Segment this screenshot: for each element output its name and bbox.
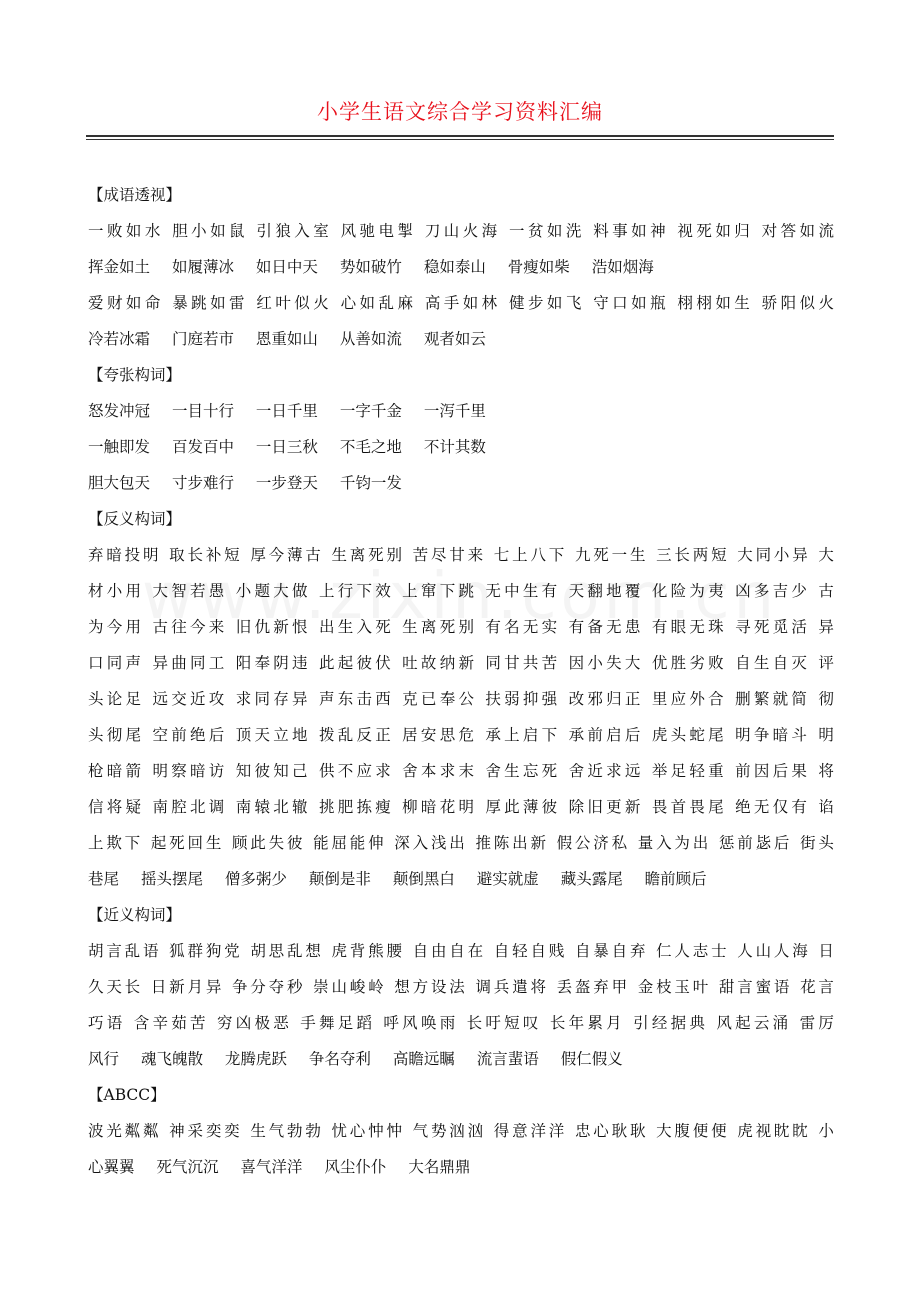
idiom-line bbox=[88, 969, 834, 1005]
idiom: 材小用 bbox=[88, 582, 145, 600]
idiom: 大名鼎鼎 bbox=[408, 1158, 471, 1176]
idiom: 明争暗斗 bbox=[735, 726, 811, 744]
idiom: 口同声 bbox=[88, 654, 145, 672]
idiom: 枪暗箭 bbox=[88, 762, 145, 780]
idiom: 久天长 bbox=[88, 978, 144, 996]
idiom: 声东击西 bbox=[318, 690, 394, 708]
idiom-line bbox=[88, 825, 834, 861]
idiom-line bbox=[88, 933, 834, 969]
idiom-line bbox=[88, 465, 834, 501]
idiom: 不计其数 bbox=[423, 438, 486, 456]
idiom: 狐群狗党 bbox=[169, 942, 243, 960]
idiom: 自生自灭 bbox=[735, 654, 811, 672]
idiom: 风尘仆仆 bbox=[324, 1158, 387, 1176]
idiom: 厚此薄彼 bbox=[485, 798, 561, 816]
idiom: 街头 bbox=[800, 834, 834, 852]
idiom: 求同存异 bbox=[235, 690, 311, 708]
section-heading: 【ABCC】 bbox=[88, 1086, 166, 1104]
idiom: 小 bbox=[818, 1122, 834, 1140]
idiom: 一败如水 bbox=[88, 222, 164, 240]
idiom: 忧心忡忡 bbox=[331, 1122, 405, 1140]
document-title: 小学生语文综合学习资料汇编 bbox=[317, 100, 603, 124]
idiom: 大腹便便 bbox=[656, 1122, 730, 1140]
idiom: 想方设法 bbox=[394, 978, 468, 996]
idiom: 心翼翼 bbox=[88, 1158, 135, 1176]
idiom: 有备无患 bbox=[568, 618, 644, 636]
document-body bbox=[88, 177, 834, 1185]
idiom: 不毛之地 bbox=[339, 438, 402, 456]
idiom: 长年累月 bbox=[549, 1014, 625, 1032]
idiom: 吐故纳新 bbox=[402, 654, 478, 672]
idiom: 魂飞魄散 bbox=[140, 1050, 203, 1068]
section-heading: 【反义构词】 bbox=[88, 510, 182, 528]
idiom: 同甘共苦 bbox=[485, 654, 561, 672]
idiom: 对答如流 bbox=[761, 222, 834, 240]
idiom: 避实就虚 bbox=[476, 870, 539, 888]
idiom: 视死如归 bbox=[677, 222, 754, 240]
idiom: 金枝玉叶 bbox=[637, 978, 712, 996]
idiom-line bbox=[88, 285, 834, 321]
idiom-line bbox=[88, 213, 834, 249]
idiom: 巧语 bbox=[88, 1014, 126, 1032]
idiom: 波光粼粼 bbox=[88, 1122, 162, 1140]
idiom: 假仁假义 bbox=[560, 1050, 623, 1068]
idiom-line bbox=[88, 1041, 834, 1077]
idiom: 头论足 bbox=[88, 690, 145, 708]
section-heading: 【夸张构词】 bbox=[88, 366, 182, 384]
idiom: 有名无实 bbox=[485, 618, 561, 636]
idiom: 供不应求 bbox=[318, 762, 394, 780]
idiom: 九死一生 bbox=[574, 546, 649, 564]
idiom: 崇山峻岭 bbox=[313, 978, 387, 996]
idiom: 此起彼伏 bbox=[318, 654, 394, 672]
idiom: 量入为出 bbox=[637, 834, 712, 852]
idiom: 一日三秋 bbox=[255, 438, 318, 456]
idiom: 得意洋洋 bbox=[493, 1122, 568, 1140]
idiom: 爱财如命 bbox=[88, 294, 164, 312]
idiom: 心如乱麻 bbox=[340, 294, 417, 312]
idiom: 柳暗花明 bbox=[402, 798, 478, 816]
idiom: 将 bbox=[818, 762, 834, 780]
idiom: 苦尽甘来 bbox=[412, 546, 486, 564]
idiom: 死气沉沉 bbox=[156, 1158, 219, 1176]
idiom: 信将疑 bbox=[88, 798, 145, 816]
idiom: 舍近求远 bbox=[568, 762, 644, 780]
idiom: 自轻自贱 bbox=[493, 942, 568, 960]
idiom: 一贫如洗 bbox=[509, 222, 585, 240]
idiom: 百发百中 bbox=[171, 438, 234, 456]
idiom: 谄 bbox=[818, 798, 834, 816]
idiom: 颠倒黑白 bbox=[392, 870, 455, 888]
idiom: 引经据典 bbox=[633, 1014, 709, 1032]
idiom: 改邪归正 bbox=[568, 690, 644, 708]
idiom: 有眼无珠 bbox=[651, 618, 727, 636]
idiom: 头彻尾 bbox=[88, 726, 145, 744]
idiom: 稳如泰山 bbox=[423, 258, 486, 276]
idiom: 阳奉阴违 bbox=[235, 654, 311, 672]
idiom: 起死回生 bbox=[150, 834, 225, 852]
idiom: 胆大包天 bbox=[88, 474, 151, 492]
idiom: 举足轻重 bbox=[651, 762, 727, 780]
idiom: 取长补短 bbox=[169, 546, 243, 564]
idiom: 评 bbox=[818, 654, 834, 672]
idiom: 虎背熊腰 bbox=[331, 942, 405, 960]
idiom: 高手如林 bbox=[424, 294, 501, 312]
section-heading: 【近义构词】 bbox=[88, 906, 182, 924]
idiom: 天翻地覆 bbox=[568, 582, 644, 600]
idiom: 七上八下 bbox=[493, 546, 568, 564]
idiom: 甜言蜜语 bbox=[718, 978, 793, 996]
idiom: 颠倒是非 bbox=[308, 870, 371, 888]
idiom-line bbox=[88, 1113, 834, 1149]
idiom: 骨瘦如柴 bbox=[507, 258, 570, 276]
idiom: 因小失大 bbox=[568, 654, 644, 672]
idiom-line bbox=[88, 753, 834, 789]
idiom: 古 bbox=[818, 582, 834, 600]
idiom: 长吁短叹 bbox=[466, 1014, 542, 1032]
idiom: 承前启后 bbox=[568, 726, 644, 744]
idiom-line bbox=[88, 321, 834, 357]
idiom: 一目十行 bbox=[171, 402, 234, 420]
idiom-line bbox=[88, 789, 834, 825]
idiom: 争名夺利 bbox=[308, 1050, 371, 1068]
idiom: 骄阳似火 bbox=[761, 294, 834, 312]
idiom: 日 bbox=[818, 942, 834, 960]
idiom-line bbox=[88, 681, 834, 717]
idiom: 摇头摆尾 bbox=[140, 870, 203, 888]
idiom: 一泻千里 bbox=[423, 402, 486, 420]
idiom: 假公济私 bbox=[556, 834, 630, 852]
idiom: 呼风唤雨 bbox=[383, 1014, 459, 1032]
idiom: 如履薄冰 bbox=[171, 258, 234, 276]
idiom: 自暴自弃 bbox=[574, 942, 649, 960]
idiom: 冷若冰霜 bbox=[88, 330, 151, 348]
idiom: 彻 bbox=[818, 690, 834, 708]
idiom: 畏首畏尾 bbox=[651, 798, 727, 816]
idiom: 南辕北辙 bbox=[235, 798, 311, 816]
idiom: 刀山火海 bbox=[424, 222, 501, 240]
idiom: 雷厉 bbox=[799, 1014, 834, 1032]
idiom: 藏头露尾 bbox=[560, 870, 623, 888]
idiom: 挥金如土 bbox=[88, 258, 151, 276]
idiom: 为今用 bbox=[88, 618, 145, 636]
idiom: 空前绝后 bbox=[152, 726, 228, 744]
idiom-line bbox=[88, 645, 834, 681]
idiom: 顾此失彼 bbox=[231, 834, 306, 852]
idiom: 自由自在 bbox=[412, 942, 486, 960]
idiom: 舍本求末 bbox=[402, 762, 478, 780]
idiom: 生离死别 bbox=[331, 546, 405, 564]
idiom: 明察暗访 bbox=[152, 762, 228, 780]
idiom: 从善如流 bbox=[339, 330, 402, 348]
idiom: 古往今来 bbox=[152, 618, 228, 636]
idiom: 风起云涌 bbox=[716, 1014, 792, 1032]
idiom: 含辛茹苦 bbox=[133, 1014, 209, 1032]
idiom: 调兵遣将 bbox=[475, 978, 549, 996]
idiom-line bbox=[88, 1005, 834, 1041]
idiom: 居安思危 bbox=[402, 726, 478, 744]
section-heading: 【成语透视】 bbox=[88, 186, 182, 204]
idiom: 胡思乱想 bbox=[250, 942, 324, 960]
idiom: 惩前毖后 bbox=[718, 834, 793, 852]
idiom: 异 bbox=[818, 618, 834, 636]
idiom: 观者如云 bbox=[423, 330, 486, 348]
idiom: 承上启下 bbox=[485, 726, 561, 744]
idiom: 丢盔弃甲 bbox=[556, 978, 630, 996]
idiom: 怒发冲冠 bbox=[88, 402, 151, 420]
idiom-line bbox=[88, 861, 834, 897]
idiom: 风驰电掣 bbox=[340, 222, 417, 240]
idiom: 明 bbox=[818, 726, 834, 744]
idiom: 能屈能伸 bbox=[313, 834, 387, 852]
idiom: 风行 bbox=[88, 1050, 120, 1068]
idiom: 化险为夷 bbox=[651, 582, 727, 600]
idiom: 深入浅出 bbox=[394, 834, 468, 852]
title-rule-thin bbox=[86, 139, 834, 140]
idiom-line bbox=[88, 717, 834, 753]
idiom: 门庭若市 bbox=[171, 330, 234, 348]
idiom: 拨乱反正 bbox=[318, 726, 394, 744]
idiom: 大 bbox=[818, 546, 834, 564]
idiom: 出生入死 bbox=[318, 618, 394, 636]
idiom: 小题大做 bbox=[235, 582, 311, 600]
idiom: 健步如飞 bbox=[509, 294, 585, 312]
idiom: 引狼入室 bbox=[256, 222, 333, 240]
idiom: 高瞻远瞩 bbox=[392, 1050, 455, 1068]
idiom: 上窜下跳 bbox=[402, 582, 478, 600]
idiom-line bbox=[88, 609, 834, 645]
idiom: 巷尾 bbox=[88, 870, 120, 888]
idiom: 红叶似火 bbox=[256, 294, 333, 312]
idiom: 喜气洋洋 bbox=[240, 1158, 303, 1176]
idiom: 克已奉公 bbox=[402, 690, 478, 708]
idiom: 顶天立地 bbox=[235, 726, 311, 744]
idiom: 无中生有 bbox=[485, 582, 561, 600]
idiom: 人山人海 bbox=[737, 942, 811, 960]
idiom: 僧多粥少 bbox=[224, 870, 287, 888]
idiom: 异曲同工 bbox=[152, 654, 228, 672]
idiom: 虎视眈眈 bbox=[737, 1122, 811, 1140]
idiom: 一字千金 bbox=[339, 402, 402, 420]
idiom: 一步登天 bbox=[255, 474, 318, 492]
idiom: 绝无仅有 bbox=[735, 798, 811, 816]
idiom: 花言 bbox=[800, 978, 834, 996]
idiom: 一日千里 bbox=[255, 402, 318, 420]
idiom: 弃暗投明 bbox=[88, 546, 162, 564]
idiom: 南腔北调 bbox=[152, 798, 228, 816]
idiom: 三长两短 bbox=[656, 546, 730, 564]
idiom: 凶多吉少 bbox=[735, 582, 811, 600]
idiom: 虎头蛇尾 bbox=[651, 726, 727, 744]
idiom: 日新月异 bbox=[150, 978, 225, 996]
idiom: 寻死觅活 bbox=[735, 618, 811, 636]
idiom: 除旧更新 bbox=[568, 798, 644, 816]
idiom: 远交近攻 bbox=[152, 690, 228, 708]
idiom: 知彼知己 bbox=[235, 762, 311, 780]
idiom: 仁人志士 bbox=[656, 942, 730, 960]
idiom: 挑肥拣瘦 bbox=[318, 798, 394, 816]
idiom-line bbox=[88, 537, 834, 573]
idiom: 手舞足蹈 bbox=[300, 1014, 376, 1032]
idiom-line bbox=[88, 573, 834, 609]
idiom: 恩重如山 bbox=[255, 330, 318, 348]
idiom: 旧仇新恨 bbox=[235, 618, 311, 636]
idiom: 生离死别 bbox=[402, 618, 478, 636]
idiom: 穷凶极恶 bbox=[216, 1014, 292, 1032]
idiom: 寸步难行 bbox=[171, 474, 234, 492]
idiom: 浩如烟海 bbox=[591, 258, 654, 276]
idiom: 流言蜚语 bbox=[476, 1050, 539, 1068]
idiom: 上行下效 bbox=[318, 582, 394, 600]
idiom: 如日中天 bbox=[255, 258, 318, 276]
idiom: 推陈出新 bbox=[475, 834, 549, 852]
idiom: 优胜劣败 bbox=[651, 654, 727, 672]
idiom: 删繁就简 bbox=[735, 690, 811, 708]
idiom: 厚今薄古 bbox=[250, 546, 324, 564]
idiom-line bbox=[88, 429, 834, 465]
idiom: 大智若愚 bbox=[152, 582, 228, 600]
idiom: 料事如神 bbox=[593, 222, 670, 240]
idiom: 胡言乱语 bbox=[88, 942, 162, 960]
idiom: 忠心耿耿 bbox=[574, 1122, 649, 1140]
idiom: 龙腾虎跃 bbox=[224, 1050, 287, 1068]
idiom: 暴跳如雷 bbox=[172, 294, 249, 312]
idiom-line bbox=[88, 249, 834, 285]
idiom: 一触即发 bbox=[88, 438, 151, 456]
idiom: 生气勃勃 bbox=[250, 1122, 324, 1140]
idiom: 大同小异 bbox=[737, 546, 811, 564]
idiom: 守口如瓶 bbox=[593, 294, 670, 312]
idiom: 里应外合 bbox=[651, 690, 727, 708]
idiom-line bbox=[88, 393, 834, 429]
idiom: 舍生忘死 bbox=[485, 762, 561, 780]
title-rule-thick bbox=[86, 135, 834, 137]
idiom: 瞻前顾后 bbox=[644, 870, 707, 888]
idiom: 势如破竹 bbox=[339, 258, 402, 276]
idiom: 扶弱抑强 bbox=[485, 690, 561, 708]
idiom: 气势汹汹 bbox=[412, 1122, 486, 1140]
idiom: 栩栩如生 bbox=[677, 294, 754, 312]
idiom: 争分夺秒 bbox=[231, 978, 306, 996]
idiom: 上欺下 bbox=[88, 834, 144, 852]
idiom-line bbox=[88, 1149, 834, 1185]
idiom: 千钧一发 bbox=[339, 474, 402, 492]
idiom: 胆小如鼠 bbox=[172, 222, 249, 240]
idiom: 神采奕奕 bbox=[169, 1122, 243, 1140]
idiom: 前因后果 bbox=[735, 762, 811, 780]
